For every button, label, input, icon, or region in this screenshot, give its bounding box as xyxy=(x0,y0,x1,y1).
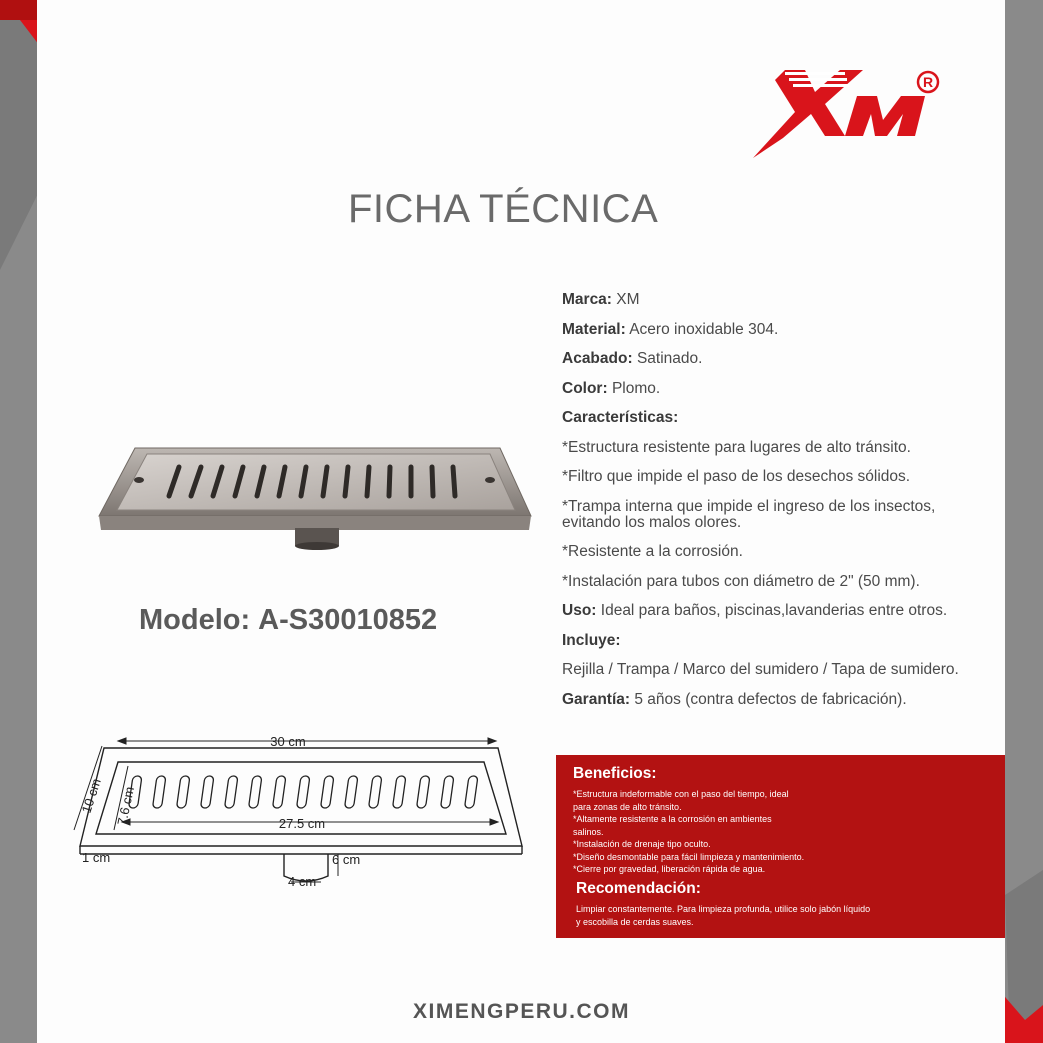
logo-stripe xyxy=(785,72,845,75)
spec-color: Color: Plomo. xyxy=(562,379,661,397)
model-label: Modelo: xyxy=(139,604,251,636)
spec-includes-label: Incluye: xyxy=(562,631,621,649)
recommendation-line: y escobilla de cerdas suaves. xyxy=(576,917,694,927)
spec-feature: *Filtro que impide el paso de los desechos sólidos. xyxy=(562,468,911,485)
spec-material: Material: Acero inoxidable 304. xyxy=(562,320,779,338)
dim-inner-length-label: 27.5 cm xyxy=(278,816,326,831)
spec-brand: Marca: XM xyxy=(562,291,640,308)
spec-feature: *Estructura resistente para lugares de alto tránsito. xyxy=(562,438,911,456)
logo-x-mark xyxy=(753,70,863,158)
benefits-box xyxy=(556,755,1005,938)
drain-pipe-bottom xyxy=(295,542,339,550)
dim-pipe-diameter-label: 4 cm xyxy=(288,874,317,889)
benefit-line: *Diseño desmontable para fácil limpieza y mantenimiento. xyxy=(573,851,805,862)
spec-feature: *Resistente a la corrosión. xyxy=(562,543,743,560)
benefit-line: salinos. xyxy=(573,826,604,837)
registered-letter: R xyxy=(922,74,934,90)
benefits-title: Beneficios: xyxy=(573,765,657,782)
benefit-line: *Instalación de drenaje tipo oculto. xyxy=(573,839,711,849)
dim-width-label: 10 cm xyxy=(78,776,104,815)
logo-stripe xyxy=(793,84,849,87)
benefit-line: *Estructura indeformable con el paso del tiempo, ideal xyxy=(573,789,789,799)
recommendation-line: Limpiar constantemente. Para limpieza profunda, utilice solo jabón líquido xyxy=(576,904,871,914)
recommendation-text xyxy=(576,903,976,929)
benefit-line: *Altamente resistente a la corrosión en ambientes xyxy=(573,814,772,824)
grate-hole-right xyxy=(485,477,495,483)
product-image xyxy=(95,440,535,560)
logo-stripe xyxy=(789,78,847,81)
dim-inner-width-label: 7.6 cm xyxy=(114,785,138,827)
benefit-line: *Cierre por gravedad, liberación rápida de agua. xyxy=(573,864,766,874)
benefits-list xyxy=(573,788,873,876)
logo-m-mark xyxy=(845,96,925,136)
dim-arrow xyxy=(118,738,126,744)
spec-feature: *Instalación para tubos con diámetro de 2" (50 mm). xyxy=(562,572,920,590)
dim-arrow xyxy=(488,738,496,744)
dim-pipe-height-label: 6 cm xyxy=(332,852,361,867)
dim-arrow xyxy=(490,819,498,825)
specifications xyxy=(562,292,972,721)
dim-depth-label: 1 cm xyxy=(82,850,111,865)
diagram-slots xyxy=(128,776,477,808)
recommendation-title: Recomendación: xyxy=(576,880,701,897)
spec-use: Uso: Ideal para baños, piscinas,lavanderias entre otros. xyxy=(562,602,948,619)
spec-feature: *Trampa interna que impide el ingreso de los insectos, evitando los malos olores. xyxy=(562,497,936,531)
model-heading xyxy=(139,604,437,637)
website-link[interactable]: XIMENGPERU.COM xyxy=(412,1000,630,1023)
dim-length-label: 30 cm xyxy=(270,734,306,749)
model-code: A-S30010852 xyxy=(258,604,438,636)
diagram-frame xyxy=(80,748,522,846)
drain-frame-edge xyxy=(99,516,531,530)
xm-logo xyxy=(745,66,945,162)
red-chevron-top-left-shade xyxy=(0,0,37,20)
dimension-diagram xyxy=(66,726,536,896)
grate-hole-left xyxy=(134,477,144,483)
spec-finish: Acabado: Satinado. xyxy=(562,350,703,367)
benefit-line: para zonas de alto tránsito. xyxy=(573,801,682,812)
spec-features-label: Características: xyxy=(562,409,679,426)
spec-warranty: Garantía: 5 años (contra defectos de fabricación). xyxy=(562,690,907,708)
page-title: FICHA TÉCNICA xyxy=(348,187,659,231)
spec-includes-value: Rejilla / Trampa / Marco del sumidero / Tapa de sumidero. xyxy=(562,661,959,678)
